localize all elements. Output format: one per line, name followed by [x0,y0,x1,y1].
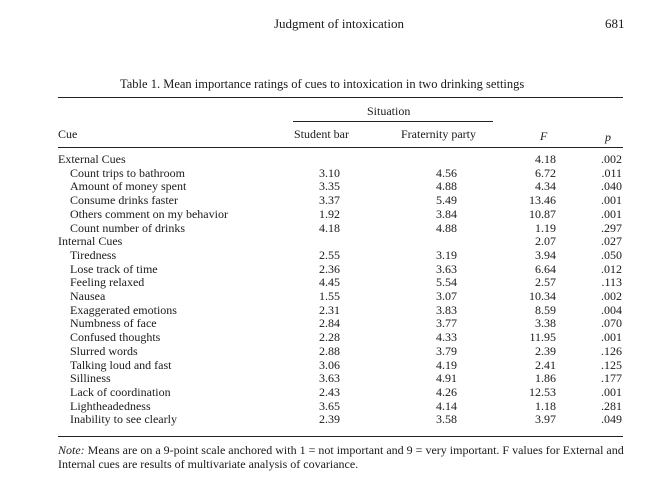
cell-f: 3.94 [535,247,556,262]
cell-f: 2.57 [535,275,556,290]
cell-cue: Inability to see clearly [70,412,177,427]
cell-cue: Numbness of face [70,316,157,331]
cell-student-bar: 2.84 [319,316,340,331]
cell-f: 12.53 [529,384,556,399]
cell-p: .125 [601,357,622,372]
cell-p: .113 [601,275,622,290]
table-group-row [0,152,650,166]
running-header [0,16,650,34]
table-row [0,303,650,317]
table-row [0,221,650,235]
cell-p: .002 [601,289,622,303]
table-row [0,289,650,303]
cell-student-bar: 3.37 [319,193,340,208]
table-caption: Table 1. Mean importance ratings of cues to intoxication in two drinking settings [120,77,525,91]
table-top-rule [58,97,623,98]
cell-p: .001 [601,193,622,208]
cell-cue: Silliness [70,371,111,386]
table-row [0,275,650,289]
cell-student-bar: 3.65 [319,398,340,413]
cell-cue: Lose track of time [70,261,158,276]
cell-f: 6.64 [535,261,556,276]
cell-p: .297 [601,220,622,235]
cell-fraternity-party: 3.83 [436,302,457,317]
cell-cue: Lack of coordination [70,384,171,399]
cell-fraternity-party: 3.79 [436,343,457,358]
cell-student-bar: 2.31 [319,302,340,317]
table-row [0,316,650,330]
cell-fraternity-party: 4.19 [436,357,457,372]
cell-f: 2.39 [535,343,556,358]
cell-fraternity-party: 4.88 [436,179,457,194]
cell-student-bar: 2.55 [319,247,340,262]
cell-student-bar: 2.36 [319,261,340,276]
cell-fraternity-party: 3.58 [436,412,457,427]
cell-student-bar: 3.63 [319,371,340,386]
cell-student-bar: 1.55 [319,289,340,303]
cell-p: .002 [601,152,622,166]
cell-f: 13.46 [529,193,556,208]
table-row [0,371,650,385]
cell-p: .001 [601,206,622,221]
table-row [0,193,650,207]
cell-fraternity-party: 3.84 [436,206,457,221]
cell-fraternity-party: 4.33 [436,330,457,345]
running-title: Judgment of intoxication [274,16,404,31]
table-row [0,358,650,372]
cell-f: 4.34 [535,179,556,194]
cell-cue: Consume drinks faster [70,193,178,208]
cell-fraternity-party: 5.54 [436,275,457,290]
cell-p: .126 [601,343,622,358]
cell-f: 1.19 [535,220,556,235]
cell-cue: Slurred words [70,343,138,358]
cell-fraternity-party: 3.77 [436,316,457,331]
cell-f: 2.07 [535,234,556,249]
cell-cue: Nausea [70,289,106,303]
cell-student-bar: 2.43 [319,384,340,399]
table-row [0,166,650,180]
column-header-fraternity-party: Fraternity party [401,127,476,141]
cell-f: 2.41 [535,357,556,372]
cell-p: .012 [601,261,622,276]
table-row [0,412,650,426]
cell-fraternity-party: 3.63 [436,261,457,276]
cell-student-bar: 3.10 [319,165,340,180]
cell-cue: Confused thoughts [70,330,161,345]
cell-f: 8.59 [535,302,556,317]
table-row [0,207,650,221]
table-row [0,344,650,358]
cell-f: 1.86 [535,371,556,386]
cell-fraternity-party: 4.14 [436,398,457,413]
cell-fraternity-party: 4.88 [436,220,457,235]
cell-f: 11.95 [529,330,556,345]
cell-fraternity-party: 3.19 [436,247,457,262]
cell-student-bar: 4.18 [319,220,340,235]
cell-cue: Talking loud and fast [70,357,172,372]
cell-p: .027 [601,234,622,249]
table-note [58,443,628,471]
cell-p: .001 [601,384,622,399]
cell-p: .049 [601,412,622,427]
cell-f: 10.87 [529,206,556,221]
cell-student-bar: 3.35 [319,179,340,194]
cell-cue: Tiredness [70,247,117,262]
column-header-p: p [605,130,611,144]
cell-p: .011 [601,165,622,180]
column-header-cue: Cue [58,127,78,141]
cell-cue: Others comment on my behavior [70,206,228,221]
cell-cue: Exaggerated emotions [70,302,177,317]
cell-student-bar: 2.39 [319,412,340,427]
cell-cue: Lightheadedness [70,398,151,413]
table-row [0,179,650,193]
cell-fraternity-party: 4.56 [436,165,457,180]
cell-cue: Internal Cues [58,234,123,249]
cell-fraternity-party: 5.49 [436,193,457,208]
note-label: Note: [58,443,85,457]
cell-student-bar: 3.06 [319,357,340,372]
cell-p: .001 [601,330,622,345]
cell-cue: External Cues [58,152,126,166]
cell-f: 1.18 [535,398,556,413]
table-bottom-rule [58,436,623,437]
table-row [0,399,650,413]
table-row [0,262,650,276]
cell-cue: Count number of drinks [70,220,185,235]
cell-f: 6.72 [535,165,556,180]
header-rule [58,147,623,148]
cell-student-bar: 1.92 [319,206,340,221]
cell-p: .050 [601,247,622,262]
cell-cue: Feeling relaxed [70,275,145,290]
table-row [0,330,650,344]
note-text: Means are on a 9-point scale anchored with 1 = not important and 9 = very important. F values for External and Internal cues are results of multivariate analysis of covariance. [58,443,624,471]
column-header-student-bar: Student bar [294,127,349,141]
cell-cue: Amount of money spent [70,179,187,194]
cell-p: .070 [601,316,622,331]
column-header-f: F [540,129,548,143]
table-row [0,385,650,399]
page-number: 681 [605,16,625,31]
table-group-row [0,234,650,248]
cell-fraternity-party: 4.91 [436,371,457,386]
table-row [0,248,650,262]
cell-p: .040 [601,179,622,194]
cell-p: .004 [601,302,622,317]
cell-student-bar: 4.45 [319,275,340,290]
cell-fraternity-party: 4.26 [436,384,457,399]
cell-student-bar: 2.88 [319,343,340,358]
cell-fraternity-party: 3.07 [436,289,457,303]
cell-p: .281 [601,398,622,413]
cell-f: 4.18 [535,152,556,166]
cell-student-bar: 2.28 [319,330,340,345]
cell-cue: Count trips to bathroom [70,165,185,180]
situation-rule [293,121,493,122]
cell-f: 3.38 [535,316,556,331]
cell-p: .177 [601,371,622,386]
cell-f: 3.97 [535,412,556,427]
situation-header: Situation [367,104,411,118]
cell-f: 10.34 [529,289,556,303]
